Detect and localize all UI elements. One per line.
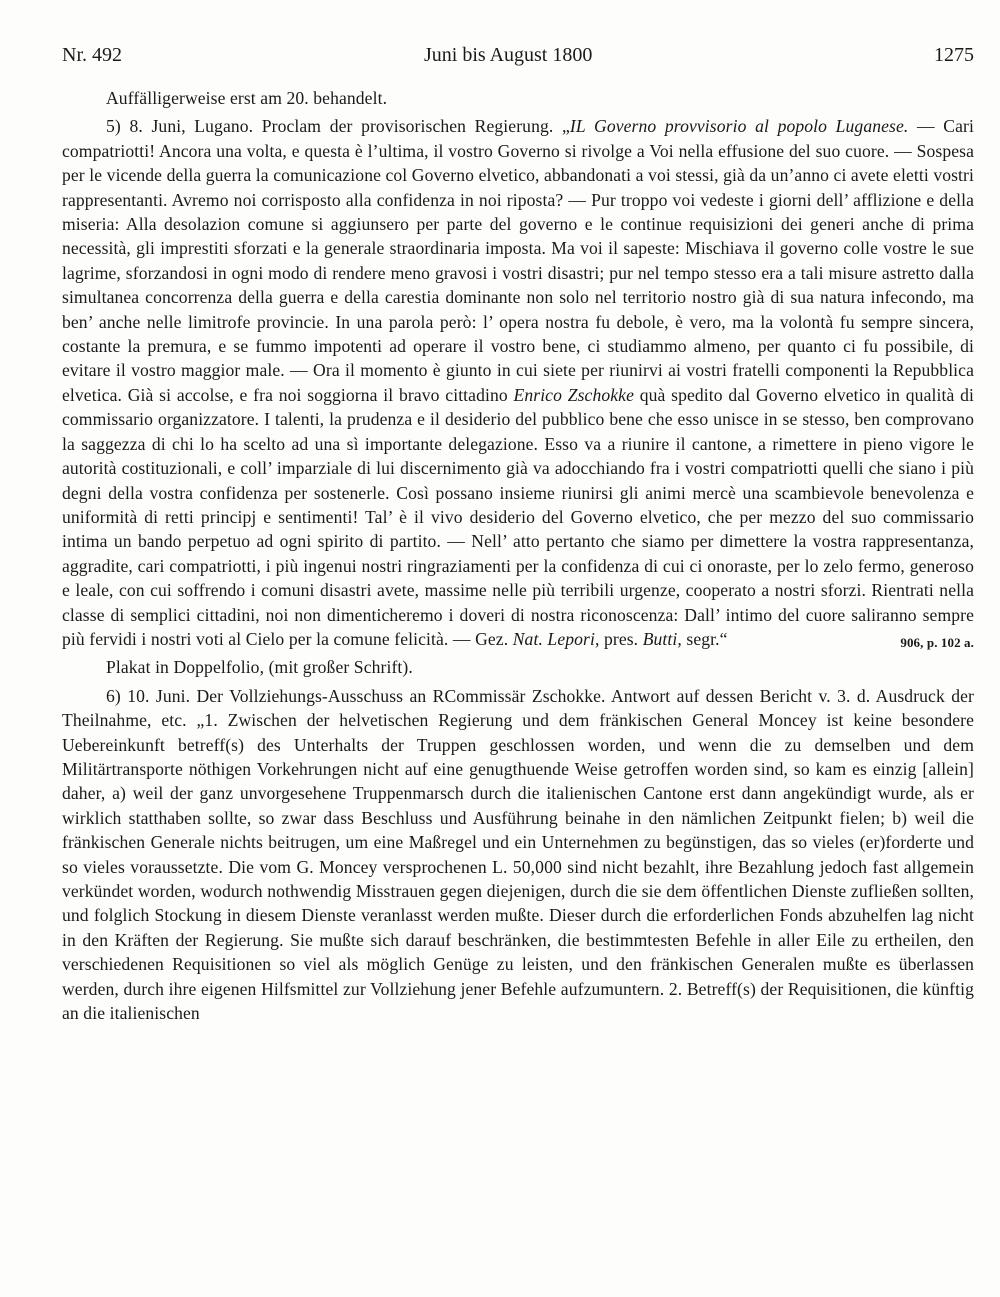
running-title: Juni bis August 1800 — [424, 44, 593, 66]
item-6-letter: 6) 10. Juni. Der Vollziehungs-Ausschuss an RCommissär Zschokke. Antwort auf dessen Bericht v. 3. d. Ausdruck der Theilnahme, etc. „1. Zwischen der helvetischen Regierung und dem fränkischen General Moncey ist keine besondere Uebereinkunft betreff(s) des Unterhalts der Truppen geschlossen worden, und wenn die zu demselben und dem Militärtransporte nöthigen Vorkehrungen nicht auf eine genugthuende Weise getroffen worden sind, so kam es einzig [allein] daher, a) weil der ganz unvorgesehene Truppenmarsch durch die italienischen Cantone erst dann angekündigt wurde, als er wirklich statthaben sollte, so zwar dass Beschluss und Ausführung beinahe in den nämlichen Zeitpunkt fielen; b) weil die fränkischen Generale nichts beitrugen, um eine Maßregel und ein Unternehmen zu begünstigen, das so vieles (er)forderte und so vieles voraussetzte. Die vom G. Moncey versprochenen L. 50,000 sind nicht bezahlt, ihre Bezahlung jedoch fast allgemein verkündet worden, wodurch nothwendig Misstrauen gegen diejenigen, durch die sie dem öffentlichen Dienste zufließen sollten, und folglich Stockung in diesem Dienste veranlasst werden mußte. Dieser durch die erforderlichen Fonds abzuhelfen lag nicht in den Kräften der Regierung. Sie mußte sich darauf beschränken, die bestimmtesten Befehle in aller Eile zu ertheilen, den verschiedenen Requisitionen so viel als möglich Genüge zu leisten, und den fränkischen Generalen mußte es überlassen werden, durch ihre eigenen Hilfsmittel zur Vollziehung jener Befehle aufzumuntern. 2. Betreff(s) der Requisitionen, die künftig an die italienischen — [62, 685, 974, 1024]
proclamation-text-2: quà spedito dal Governo elvetico in qualità di commissario organizzatore. I talenti, la prudenza e il desiderio del pubblico bene che esso unisce in se stesso, ben comprovano la saggezza di chi lo ha scelto ad una sì importante delegazione. Esso va a riunire il cantone, a rimettere in pieno vigore le autorità costituzionali, e coll’ imparziale di lui discernimento già va adocchiando fra i vostri compatriotti quelli che siano i più degni della vostra confidenza per sostenerle. Così possano insieme riunirsi gli animi mercè una scambievole benevolenza e uniformità di retti principj e sentimenti! Tal’ è il vivo desiderio del Governo elvetico, che per mezzo del suo commissario intima un bando perpetuo ad ogni spirito di partito. — Nell’ atto pertanto che siamo per dimettere la vostra rappresentanza, aggradite, cari compatriotti, i più ingenui nostri ringraziamenti per la confidenza di cui ci onoraste, per lo zelo fermo, generoso e leale, con cui soffrendo i comuni disastri avete, massime nelle più terribili urgenze, cooperato a nostri sforzi. Rientrati nella classe di semplici cittadini, noi non dimenticheremo i doveri di nostra riconoscenza: Dall’ intimo del cuore saliranno sempre più fervidi i nostri voti al Cielo per la comune felicità. — Gez. — [62, 384, 974, 649]
placard-note: Plakat in Doppelfolio, (mit großer Schrift). — [106, 657, 413, 678]
item-4-tail: Auffälligerweise erst am 20. behandelt. — [106, 88, 388, 108]
signatory-2-title: segr.“ — [681, 628, 728, 649]
document-number: Nr. 492 — [62, 44, 122, 66]
source-reference: 906, p. 102 a. — [900, 634, 974, 650]
signatory-1-title: pres. — [599, 628, 643, 649]
item-5-intro: 5) 8. Juni, Lugano. Proclam der provisorischen Regierung. „ — [106, 116, 570, 137]
page-number: 1275 — [934, 44, 974, 66]
document-body — [62, 86, 974, 1025]
proclamation-text: — Cari compatriotti! Ancora una volta, e questa è l’ultima, il vostro Governo si rivolge a Voi nella effusione del suo cuore. — Sospesa per le vicende della guerra la comunicazione col Governo elvetico, abbandonati a voi stessi, già da un’anno ci avete eletti vostri rappresentanti. Avremo noi corrisposto alla confidenza in noi riposta? — Pur troppo voi vedeste i giorni dell’ afflizione e della miseria: Alla desolazion comune si aggiunsero per parte del governo e le continue requisizioni dei generi anche di prima necessità, gli imprestiti sforzati e la generale straordinaria imposta. Ma voi il sapeste: Mischiava il governo colle vostre le sue lagrime, sforzandosi in ogni modo di rendere meno gravosi i vostri disastri; pur nel tempo stesso era a tali misure astretto dalla simultanea concorrenza della guerra e della carestia dominante non solo nel territorio nostro già di sua natura infecondo, ma ben’ anche nelle limitrofe provincie. In una parola però: l’ opera nostra fu debole, è vero, ma la volontà fu sempre sincera, costante la premura, e se fummo impotenti ad operare il vostro bene, ci studiammo almeno, per quanto ci fu possibile, di evitare il vostro maggior male. — Ora il momento è giunto in cui siete per riunirvi ai vostri fratelli componenti la Repubblica elvetica. Già si accolse, e fra noi soggiorna il bravo cittadino — [62, 116, 974, 405]
item-5-proclamation — [62, 114, 974, 651]
commissioner-name: Enrico Zschokke — [513, 384, 634, 405]
page-header — [62, 44, 974, 74]
proclamation-title: IL Governo provvisorio al popolo Luganese. — [569, 116, 909, 137]
signatory-1: Nat. Lepori, — [512, 628, 600, 649]
signatory-2: Butti, — [642, 628, 682, 649]
